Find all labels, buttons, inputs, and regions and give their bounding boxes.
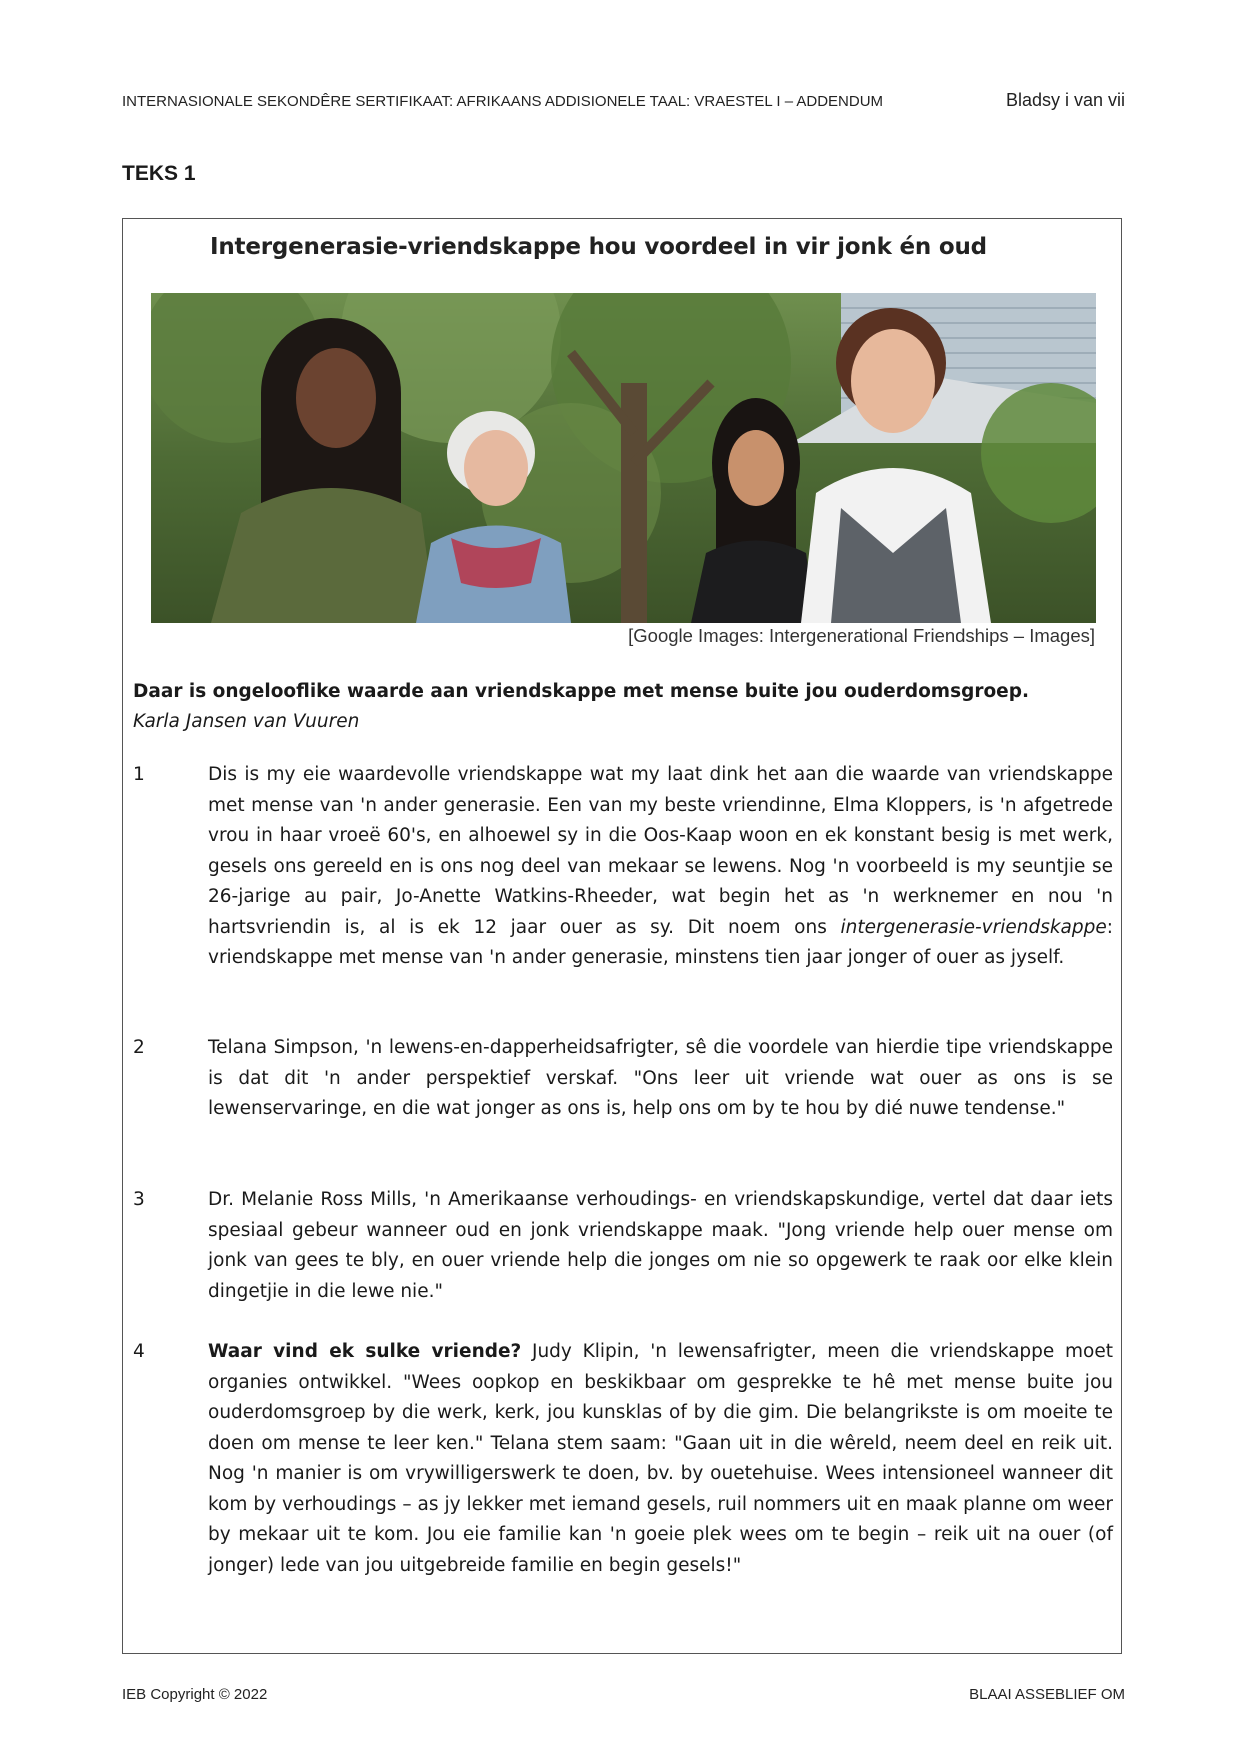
image-caption: [Google Images: Intergenerational Friendships – Images] <box>628 625 1095 646</box>
paragraph-text-part: Judy Klipin, 'n lewensafrigter, meen die vriendskappe moet organies ontwikkel. "Wees oopkop en beskikbaar om gesprekke te hê met mense buite jou ouderdomsgroep by die werk, kerk, jou kunsklas of by die gim. Die belangrikste is om moeite te doen om mense te leer ken." Telana stem saam: "Gaan uit in die wêreld, neem deel en reik uit. Nog 'n manier is om vrywilligerswerk te doen, bv. by ouetehuise. Wees intensioneel wanneer dit kom by verhoudings – as jy lekker met iemand gesels, ruil nommers uit en maak planne om weer by mekaar uit te kom. Jou eie familie kan 'n goeie plek wees om te begin – reik uit na ouer (of jonger) lede van jou uitgebreide familie en begin gesels!" <box>208 1341 1113 1576</box>
page-number: Bladsy i van vii <box>1005 90 1125 110</box>
paragraph-text: Dr. Melanie Ross Mills, 'n Amerikaanse verhoudings- en vriendskapskundige, vertel dat daar iets spesiaal gebeur wanneer oud en jonk vriendskappe maak. "Jong vriende help ouer mense om jonk van gees te bly, en ouer vriende help die jonges om nie so opgewerk te raak oor elke klein dingetjie in die lewe nie." <box>208 1189 1113 1302</box>
footer-copyright: IEB Copyright © 2022 <box>122 1686 268 1703</box>
paragraph-number: 3 <box>133 1189 145 1210</box>
article-photo <box>151 293 1096 623</box>
paragraph-text <box>208 760 1113 974</box>
paragraph-number: 1 <box>133 764 145 785</box>
exam-title: INTERNASIONALE SEKONDÊRE SERTIFIKAAT: AFRIKAANS ADDISIONELE TAAL: VRAESTEL I – ADDENDUM <box>122 93 884 110</box>
paragraph-text-part: Dis is my eie waardevolle vriendskappe wat my laat dink het aan die waarde van vriendskappe met mense van 'n ander generasie. Een van my beste vriendinne, Elma Kloppers, is 'n afgetrede vrou in haar vroeë 60's, en alhoewel sy in die Oos-Kaap woon en ek konstant besig is met werk, gesels ons gereeld en is ons nog deel van mekaar se lewens. Nog 'n voorbeeld is my seuntjie se 26-jarige au pair, Jo-Anette Watkins-Rheeder, wat begin het as 'n werknemer en nou 'n hartsvriendin is, al is ek 12 jaar ouer as sy. Dit noem ons <box>208 764 1113 938</box>
photo-friends-image <box>151 293 1096 623</box>
paragraph-text: Telana Simpson, 'n lewens-en-dapperheidsafrigter, sê die voordele van hierdie tipe vriendskappe is dat dit 'n ander perspektief verskaf. "Ons leer uit vriende wat ouer as ons is se lewenservaringe, en die wat jonger as ons is, help ons om by te hou by dié nuwe tendense." <box>208 1037 1113 1119</box>
paragraph-text-part: : vriendskappe met mense van 'n ander generasie, minstens tien jaar jonger of ouer as jyself. <box>208 916 1113 968</box>
paragraph-number: 2 <box>133 1037 145 1058</box>
paragraph-number: 4 <box>133 1341 145 1362</box>
paragraph-italic-term: intergenerasie-vriendskappe <box>840 916 1107 938</box>
paragraph-text <box>208 1337 1113 1581</box>
article-author: Karla Jansen van Vuuren <box>133 711 360 732</box>
section-label: TEKS 1 <box>122 162 196 185</box>
footer-turn-over: BLAAI ASSEBLIEF OM <box>969 1686 1125 1703</box>
paragraph-bold-question: Waar vind ek sulke vriende? <box>208 1341 522 1362</box>
article-title: Intergenerasie-vriendskappe hou voordeel in vir jonk én oud <box>210 234 987 260</box>
article-lead: Daar is ongelooflike waarde aan vriendskappe met mense buite jou ouderdomsgroep. <box>133 681 1029 702</box>
